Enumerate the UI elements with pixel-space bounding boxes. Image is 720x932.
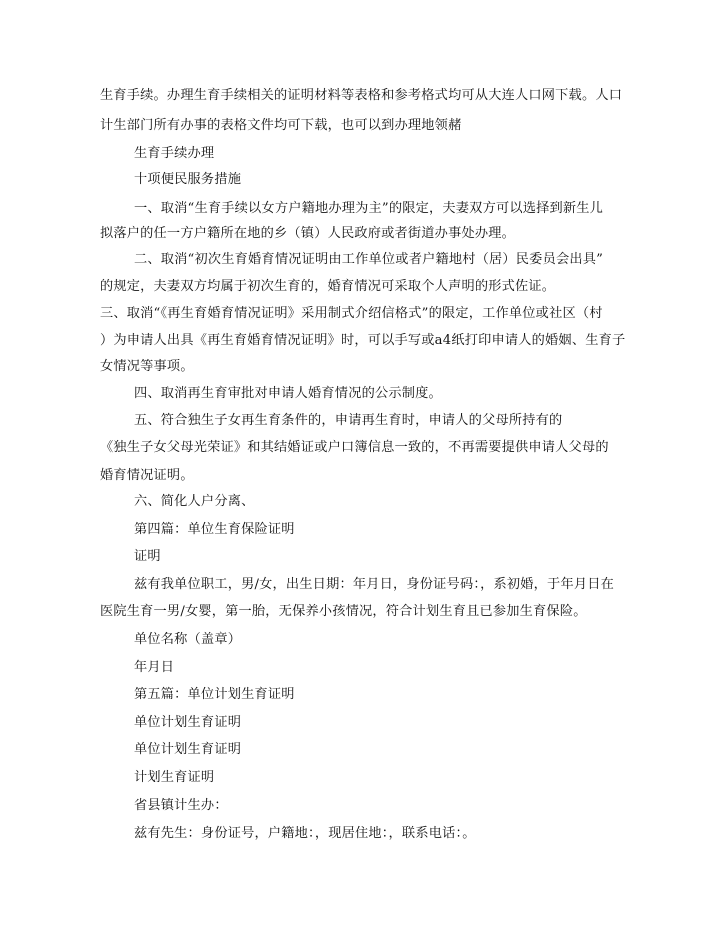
body-text-line: 拟落户的任一方户籍所在地的乡（镇）人民政府或者街道办事处办理。 xyxy=(100,226,516,241)
body-text-line: 兹有先生：身份证号，户籍地：，现居住地：，联系电话：。 xyxy=(134,826,476,841)
body-text-line: 计生部门所有办事的表格文件均可下载，也可以到办理地领赭 xyxy=(100,118,462,133)
section-title: 第四篇：单位生育保险证明 xyxy=(134,522,295,537)
body-text-line: 六、简化人户分离、 xyxy=(134,494,255,509)
body-text-line: 二、取消“初次生育婚育情况证明由工作单位或者户籍地村（居）民委员会出具” xyxy=(134,252,604,267)
body-text-line: 女情况等事项。 xyxy=(100,359,194,374)
certificate-title: 证明 xyxy=(134,549,161,564)
body-text-line: 省县镇计生办： xyxy=(134,798,228,813)
body-text-line: 单位计划生育证明 xyxy=(134,715,242,730)
body-text-line: 医院生育一男/女婴，第一胎，无保养小孩情况，符合计划生育且已参加生育保险。 xyxy=(100,604,587,619)
body-text-line: 兹有我单位职工，男/女，出生日期：年月日，身份证号码：，系初婚，于年月日在 xyxy=(134,577,614,592)
body-text-line: 单位计划生育证明 xyxy=(134,742,242,757)
body-text-line: 生育手续。办理生育手续相关的证明材料等表格和参考格式均可从大连人口网下载。人口 xyxy=(100,88,623,103)
body-text-line: 三、取消“《再生育婚育情况证明》采用制式介绍信格式”的限定，工作单位或社区（村 xyxy=(100,306,603,321)
body-text-line: 四、取消再生育审批对申请人婚育情况的公示制度。 xyxy=(134,386,442,401)
body-text-line: 的规定，夫妻双方均属于初次生育的，婚育情况可采取个人声明的形式佐证。 xyxy=(100,279,556,294)
section-heading: 生育手续办理 xyxy=(134,146,215,161)
body-text-line: ）为申请人出具《再生育婚育情况证明》时，可以手写或a4纸打印申请人的婚姻、生育子 xyxy=(100,333,626,348)
body-text-line: 年月日 xyxy=(134,660,175,675)
body-text-line: 《独生子女父母光荣证》和其结婚证或户口簿信息一致的，不再需要提供申请人父母的 xyxy=(100,440,609,455)
body-text-line: 婚育情况证明。 xyxy=(100,468,194,483)
section-heading: 十项便民服务措施 xyxy=(134,172,242,187)
body-text-line: 计划生育证明 xyxy=(134,770,215,785)
body-text-line: 一、取消“生育手续以女方户籍地办理为主”的限定，夫妻双方可以选择到新生儿 xyxy=(134,201,604,216)
body-text-line: 单位名称（盖章） xyxy=(134,632,242,647)
section-title: 第五篇：单位计划生育证明 xyxy=(134,687,295,702)
body-text-line: 五、符合独生子女再生育条件的，申请再生育时，申请人的父母所持有的 xyxy=(134,413,563,428)
